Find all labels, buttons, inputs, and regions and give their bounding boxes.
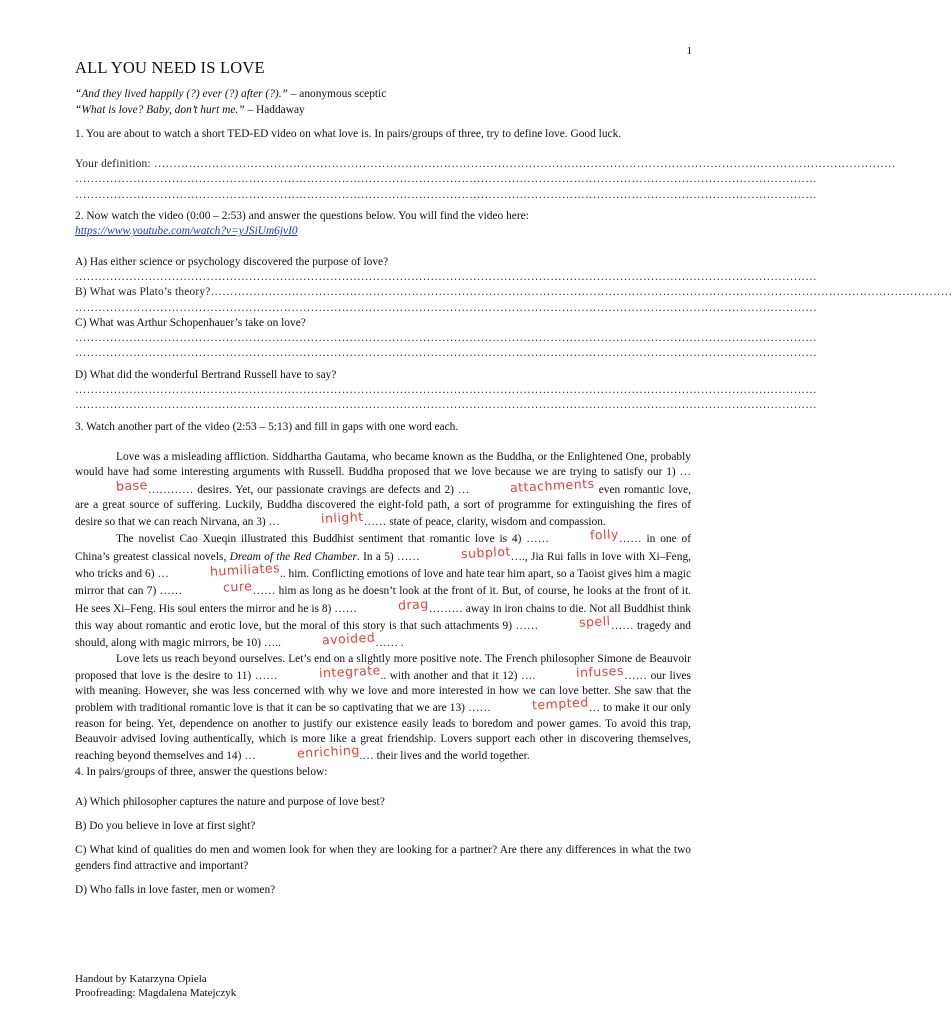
quote-2-text: “What is love? Baby, don’t hurt me.” <box>75 103 245 116</box>
answer-line: ………………………………………………………………………………………………………………………………………………………………………… <box>75 347 817 360</box>
quote-1-text: “And they lived happily (?) ever (?) after (?).” <box>75 88 288 101</box>
question-2b-text: B) What was Plato’s theory? <box>75 286 211 299</box>
task-1: 1. You are about to watch a short TED-ED video on what love is. In pairs/groups of three, try to define love. Good luck. <box>75 127 622 140</box>
question-2a: A) Has either science or psychology discovered the purpose of love? <box>75 255 389 268</box>
paragraph-text: Love was a misleading affliction. Siddhartha Gautama, who became known as the Buddha, or the Enlightened One, probably would have had some interesting arguments with Russell. Buddha proposed that we love because we are trying to satisfy our 1) … <box>75 450 691 479</box>
page-number: 1 <box>686 45 692 57</box>
footer-proofreading: Proofreading: Magdalena Matejczyk <box>75 987 237 999</box>
paragraph-text: .. him. Conflicting emotions of love and hate tear him apart, so a Taoist gives him a magic mirror that can 7) …… <box>75 568 692 598</box>
handwritten-answer-9: spell <box>578 613 612 630</box>
handwritten-answer-3: inlight <box>320 508 364 527</box>
footer-author: Handout by Katarzyna Opiela <box>75 973 207 985</box>
novel-title: Dream of the Red Chamber <box>229 550 357 563</box>
answer-line: ………………………………………………………………………………………………………………………………………………………………………… <box>75 188 817 201</box>
handwritten-answer-4: folly <box>589 526 620 544</box>
footer <box>75 972 236 1000</box>
handwritten-answer-1: base <box>115 476 149 494</box>
definition-line <box>75 157 896 172</box>
paragraph-text: …… our lives with meaning. However, she was less concerned with why we love and more interested in how we can love better. She saw that the problem with traditional romantic love is that it can be so captivating that we are 13) …… <box>75 669 691 715</box>
paragraph-text: The novelist Cao Xueqin illustrated this Buddhist sentiment that romantic love is 4) …… <box>116 533 549 546</box>
answer-line: ………………………………………………………………………………………………………………………………………………………………………… <box>75 332 817 345</box>
paragraph-text: . In a 5) …… <box>356 550 420 563</box>
answer-line: ………………………………………………………………………………………………………………………………………………………………………… <box>75 384 817 397</box>
worksheet <box>75 58 952 898</box>
definition-dots: ………………………………………………………………………………………………………………………………………………………………………… <box>153 158 896 171</box>
gap-fill-paragraph-3 <box>75 652 691 765</box>
task-4: 4. In pairs/groups of three, answer the questions below: <box>75 765 328 778</box>
paragraph-text: .. with another and that it 12) …. <box>380 669 536 682</box>
paragraph-text: …… him as long as he doesn’t look at the front of it. But, of course, he looks at the front of it. He sees Xi–Feng. His soul enters the mirror and he is 8) …… <box>75 585 691 615</box>
question-2c: C) What was Arthur Schopenhauer’s take on love? <box>75 316 306 329</box>
answer-dots: ………………………………………………………………………………………………………………………………………………………………………… <box>210 286 952 299</box>
gap-fill-paragraph-2 <box>75 526 692 651</box>
paragraph-text: …… state of peace, clarity, wisdom and compassion. <box>363 516 606 529</box>
handwritten-answer-6: humiliates <box>209 560 281 579</box>
question-4b: B) Do you believe in love at first sight? <box>75 820 256 833</box>
handwritten-answer-8: drag <box>397 595 430 613</box>
quote-1-author: – anonymous sceptic <box>287 88 387 101</box>
handwritten-answer-12: infuses <box>575 662 625 680</box>
handwritten-answer-10: avoided <box>321 629 376 648</box>
answer-line: ………………………………………………………………………………………………………………………………………………………………………… <box>75 173 817 186</box>
question-4d: D) Who falls in love faster, men or women? <box>75 884 276 897</box>
handwritten-answer-11: integrate <box>318 662 381 681</box>
quote-1 <box>75 87 691 102</box>
answer-line: ………………………………………………………………………………………………………………………………………………………………………… <box>75 399 817 412</box>
definition-label: Your definition: <box>75 158 154 171</box>
quote-2-author: – Haddaway <box>244 103 305 116</box>
paragraph-text: …… . <box>375 637 404 650</box>
question-4a: A) Which philosopher captures the nature and purpose of love best? <box>75 795 385 808</box>
paragraph-text: …., Jia Rui falls in love with Xi–Feng, who tricks and 6) … <box>75 550 691 581</box>
handwritten-answer-7: cure <box>222 578 253 595</box>
video-link[interactable]: https://www.youtube.com/watch?v=yJSiUm6jvI0 <box>75 225 298 238</box>
handwritten-answer-2: attachments <box>509 475 596 495</box>
paragraph-text: … to make it our only reason for being. Yet, dependence on another to justify our existence easily leads to boredom and power games. To avoid this trap, Beauvoir advised loving authentically, which is more like a great friendship. Lovers support each other in discovering themselves, reaching beyond themselves and 14) … <box>75 702 692 763</box>
question-4c: C) What kind of qualities do men and women look for when they are looking for a partner? Are there any differences in what the two genders find attractive and important? <box>75 844 691 872</box>
handwritten-answer-5: subplot <box>460 543 511 561</box>
paragraph-text: …… in one of China’s greatest classical novels, <box>75 533 691 563</box>
task-2-text: 2. Now watch the video (0:00 – 2:53) and answer the questions below. You will find the video here: <box>75 210 529 223</box>
question-2d: D) What did the wonderful Bertrand Russell have to say? <box>75 368 337 381</box>
paragraph-text: ……… away in iron chains to die. Not all Buddhist think this way about romantic and erotic love, but the moral of this story is that such attachments 9) …… <box>75 602 692 632</box>
task-3: 3. Watch another part of the video (2:53 – 5:13) and fill in gaps with one word each. <box>75 420 459 433</box>
quote-2 <box>75 103 691 118</box>
answer-line: ………………………………………………………………………………………………………………………………………………………………………… <box>75 270 817 283</box>
paragraph-text: even romantic love, are a great source of suffering. Luckily, Buddha discovered the eight-fold path, a sort of programme for extinguishing the fires of desire so that we can reach Nirvana, an 3) … <box>75 483 691 529</box>
task-2 <box>75 209 691 240</box>
question-2b <box>75 285 952 300</box>
answer-line: ………………………………………………………………………………………………………………………………………………………………………… <box>75 301 817 314</box>
gap-fill-paragraph-1 <box>75 450 691 530</box>
page-title: ALL YOU NEED IS LOVE <box>75 58 265 77</box>
handwritten-answer-14: enriching <box>296 742 360 761</box>
handwritten-answer-13: tempted <box>531 694 589 713</box>
paragraph-text: Love lets us reach beyond ourselves. Let’s end on a slightly more positive note. The French philosopher Simone de Beauvoir proposed that love is the desire to 11) …… <box>75 652 691 682</box>
paragraph-text: …… tragedy and should, along with magic mirrors, be 10) ….. <box>75 619 692 650</box>
paragraph-text: .… their lives and the world together. <box>359 750 530 763</box>
paragraph-text: ………… desires. Yet, our passionate cravings are defects and 2) … <box>147 483 470 496</box>
